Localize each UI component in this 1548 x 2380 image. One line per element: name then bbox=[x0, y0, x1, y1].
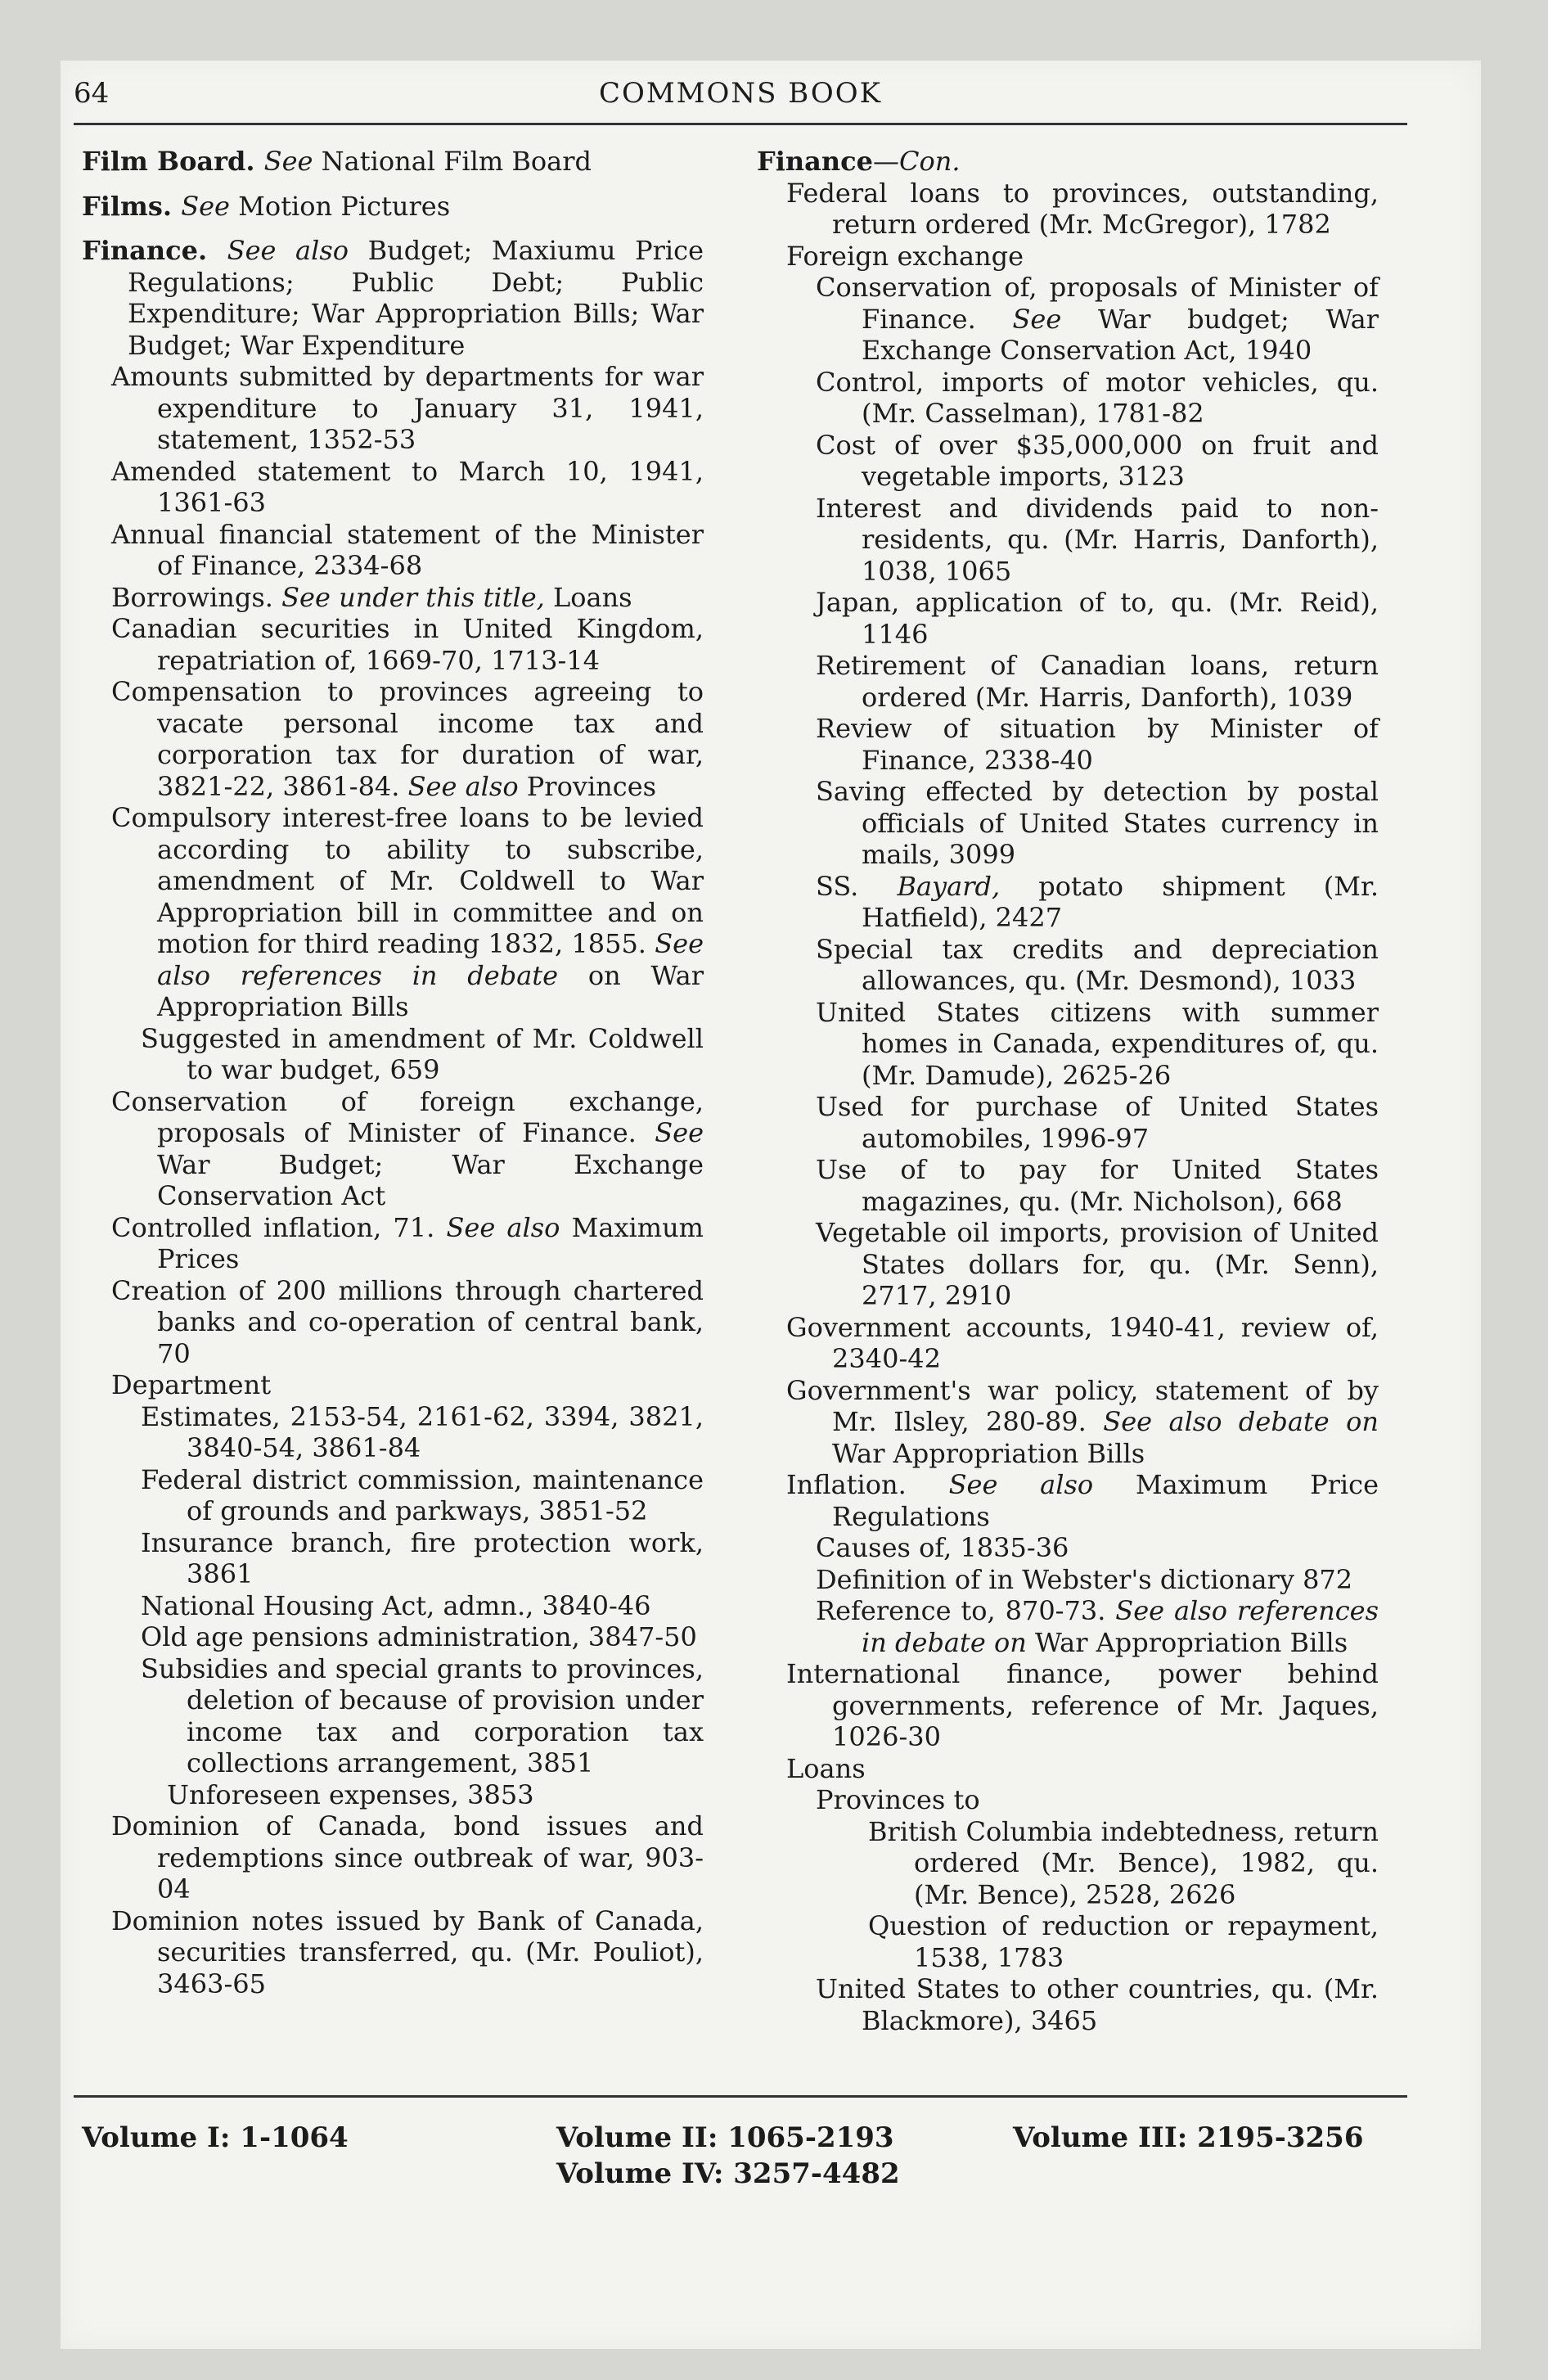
entry-text: Government's war policy, statement of by Mr. Ilsley, 280-89. bbox=[786, 1374, 1379, 1437]
index-subentry bbox=[757, 871, 1379, 934]
index-subentry bbox=[82, 802, 704, 1023]
index-subentry bbox=[82, 1369, 704, 1401]
entry-cross-reference: See also bbox=[948, 1469, 1094, 1500]
entry-cross-reference: See bbox=[655, 1117, 704, 1148]
index-subentry bbox=[82, 1779, 704, 1811]
entry-text: Federal loans to provinces, outstanding, return ordered (Mr. McGregor), 1782 bbox=[786, 177, 1379, 240]
index-subentry bbox=[757, 1312, 1379, 1375]
entry-headword: Film Board. bbox=[82, 146, 264, 177]
index-subentry bbox=[757, 1091, 1379, 1154]
entry-cross-reference: See also bbox=[446, 1211, 560, 1243]
entry-text: Dominion of Canada, bond issues and redemptions since outbreak of war, 903-04 bbox=[111, 1810, 704, 1904]
entry-text: National Film Board bbox=[313, 146, 592, 177]
footer-volume-1 bbox=[82, 2120, 349, 2156]
index-subentry bbox=[757, 493, 1379, 588]
entry-headword: Finance. bbox=[82, 235, 227, 266]
index-subentry bbox=[82, 519, 704, 582]
entry-text: Department bbox=[111, 1369, 272, 1400]
index-column-right bbox=[757, 146, 1379, 2036]
entry-text: Reference to, 870-73. bbox=[816, 1595, 1116, 1626]
entry-text: Budget; Maxiumu Price Regulations; Public Debt; Public Expenditure; War Appropriation Bills; War Budget; War Expenditure bbox=[128, 235, 704, 361]
index-subentry bbox=[82, 1810, 704, 1905]
index-subentry bbox=[82, 582, 704, 614]
index-subentry bbox=[82, 456, 704, 519]
entry-cross-reference: Con. bbox=[898, 146, 961, 177]
entry-text: British Columbia indebtedness, return ordered (Mr. Bence), 1982, qu. (Mr. Bence), 2528, 2626 bbox=[868, 1815, 1379, 1910]
entry-text: potato shipment (Mr. Hatfield), 2427 bbox=[862, 870, 1379, 933]
entry-cross-reference: See also debate on bbox=[1103, 1406, 1379, 1437]
index-subentry bbox=[757, 1753, 1379, 1785]
footer-volume-3 bbox=[1013, 2120, 1364, 2156]
index-subentry bbox=[82, 1275, 704, 1370]
entry-cross-reference: See under this title, bbox=[281, 581, 545, 613]
index-subentry bbox=[757, 1375, 1379, 1470]
entry-text: Provinces to bbox=[816, 1784, 980, 1815]
volume-2-range: Volume II: 1065-2193 bbox=[556, 2121, 894, 2154]
entry-text: Maximum Price Regulations bbox=[832, 1469, 1379, 1532]
volume-4-range: Volume IV: 3257-4482 bbox=[556, 2157, 900, 2190]
volume-3-range: Volume III: 2195-3256 bbox=[1013, 2121, 1364, 2154]
entry-text: Loans bbox=[786, 1752, 866, 1784]
entry-text: Inflation. bbox=[786, 1469, 949, 1500]
index-subentry bbox=[757, 272, 1379, 367]
entry-text: Review of situation by Minister of Finance, 2338-40 bbox=[816, 713, 1379, 776]
entry-text: War Appropriation Bills bbox=[1026, 1626, 1348, 1658]
entry-text: — bbox=[872, 146, 899, 177]
index-subentry bbox=[82, 1590, 704, 1622]
footer-rule bbox=[74, 2095, 1407, 2098]
entry-text: Causes of, 1835-36 bbox=[816, 1532, 1069, 1563]
entry-text: International finance, power behind governments, reference of Mr. Jaques, 1026-30 bbox=[786, 1658, 1379, 1752]
footer-volume-2-4 bbox=[556, 2120, 900, 2192]
entry-text: Cost of over $35,000,000 on fruit and vegetable imports, 3123 bbox=[816, 429, 1379, 492]
index-subentry bbox=[757, 241, 1379, 273]
entry-text: Japan, application of to, qu. (Mr. Reid), 1146 bbox=[816, 587, 1379, 650]
entry-headword: Finance bbox=[757, 146, 873, 177]
index-subentry bbox=[82, 1212, 704, 1275]
entry-text: Conservation of foreign exchange, proposals of Minister of Finance. bbox=[111, 1085, 704, 1148]
index-subentry bbox=[757, 1595, 1379, 1658]
entry-cross-reference: See also bbox=[227, 235, 349, 266]
index-column-left bbox=[82, 146, 704, 1999]
entry-text: Retirement of Canadian loans, return ordered (Mr. Harris, Danforth), 1039 bbox=[816, 650, 1379, 713]
entry-text: Use of to pay for United States magazines, qu. (Mr. Nicholson), 668 bbox=[816, 1154, 1379, 1217]
entry-text: Loans bbox=[544, 581, 632, 613]
entry-text: Federal district commission, maintenance of grounds and parkways, 3851-52 bbox=[141, 1463, 704, 1526]
index-heading-entry bbox=[82, 146, 704, 178]
entry-cross-reference: Bayard, bbox=[897, 870, 1001, 902]
page-header bbox=[74, 77, 1407, 142]
entry-text: on War Appropriation Bills bbox=[157, 959, 704, 1022]
index-subentry bbox=[757, 1154, 1379, 1217]
index-subentry bbox=[82, 1023, 704, 1086]
entry-text: Question of reduction or repayment, 1538, 1783 bbox=[868, 1910, 1379, 1973]
entry-text: Government accounts, 1940-41, review of, 2340-42 bbox=[786, 1311, 1379, 1374]
entry-text: Interest and dividends paid to non-residents, qu. (Mr. Harris, Danforth), 1038, 1065 bbox=[816, 492, 1379, 587]
index-heading-entry bbox=[757, 146, 1379, 178]
entry-text: Provinces bbox=[518, 770, 657, 802]
entry-text: United States to other countries, qu. (Mr. Blackmore), 3465 bbox=[816, 1973, 1379, 2036]
entry-text: Foreign exchange bbox=[786, 240, 1024, 272]
entry-cross-reference: See bbox=[181, 190, 230, 222]
index-subentry bbox=[82, 1905, 704, 2000]
index-subentry bbox=[82, 1527, 704, 1590]
entry-text: Control, imports of motor vehicles, qu. (Mr. Casselman), 1781-82 bbox=[816, 366, 1379, 429]
index-subentry bbox=[757, 1564, 1379, 1596]
index-heading-entry bbox=[82, 191, 704, 223]
entry-text: Annual financial statement of the Minister of Finance, 2334-68 bbox=[111, 518, 704, 581]
entry-headword: Films. bbox=[82, 190, 182, 222]
index-subentry bbox=[757, 1973, 1379, 2036]
index-subentry bbox=[82, 1621, 704, 1653]
entry-text: Conservation of, proposals of Minister of Finance. bbox=[816, 272, 1379, 335]
entry-text: Old age pensions administration, 3847-50 bbox=[141, 1621, 697, 1652]
entry-cross-reference: See also references in debate bbox=[157, 928, 704, 991]
entry-text: Maximum Prices bbox=[157, 1211, 704, 1274]
entry-text: Subsidies and special grants to provinces, deletion of because of provision under income tax and corporation tax collections arrangement, 3851 bbox=[141, 1652, 704, 1778]
entry-text: Amounts submitted by departments for war expenditure to January 31, 1941, statement, 1352-53 bbox=[111, 361, 704, 455]
index-subentry bbox=[757, 934, 1379, 997]
entry-text: Borrowings. bbox=[111, 581, 282, 613]
entry-text: Unforeseen expenses, 3853 bbox=[167, 1778, 534, 1810]
index-subentry bbox=[757, 1217, 1379, 1312]
entry-text: Motion Pictures bbox=[229, 190, 451, 222]
entry-text: Compensation to provinces agreeing to vacate personal income tax and corporation tax for duration of war, 3821-22, 3861-84. bbox=[111, 676, 704, 802]
index-subentry bbox=[757, 1658, 1379, 1753]
volume-1-range: Volume I: 1-1064 bbox=[82, 2121, 349, 2154]
entry-cross-reference: See bbox=[1012, 303, 1062, 335]
entry-text: War budget; War Exchange Conservation Act, 1940 bbox=[862, 303, 1379, 366]
entry-text: War Budget; War Exchange Conservation Act bbox=[157, 1148, 704, 1211]
entry-text: Canadian securities in United Kingdom, repatriation of, 1669-70, 1713-14 bbox=[111, 613, 704, 676]
index-subentry bbox=[757, 713, 1379, 776]
entry-text: United States citizens with summer homes in Canada, expenditures of, qu. (Mr. Damude), 2625-26 bbox=[816, 996, 1379, 1091]
index-subentry bbox=[757, 1910, 1379, 1973]
entry-text: National Housing Act, admn., 3840-46 bbox=[141, 1589, 651, 1621]
page-number: 64 bbox=[74, 77, 110, 110]
entry-text: Definition of in Webster's dictionary 872 bbox=[816, 1563, 1353, 1595]
index-subentry bbox=[82, 361, 704, 456]
entry-text: Compulsory interest-free loans to be levied according to ability to subscribe, amendment of Mr. Coldwell to War Appropriation bill in committee and on motion for third reading 1832, 1855. bbox=[111, 802, 704, 959]
index-subentry bbox=[757, 1532, 1379, 1564]
index-subentry bbox=[757, 587, 1379, 650]
entry-text: Vegetable oil imports, provision of United States dollars for, qu. (Mr. Senn), 2717, 2910 bbox=[816, 1217, 1379, 1311]
entry-cross-reference: See bbox=[263, 146, 313, 177]
entry-text: Dominion notes issued by Bank of Canada, securities transferred, qu. (Mr. Pouliot), 3463-65 bbox=[111, 1904, 704, 1999]
entry-text: Special tax credits and depreciation allowances, qu. (Mr. Desmond), 1033 bbox=[816, 933, 1379, 996]
index-subentry bbox=[757, 178, 1379, 241]
entry-text: SS. bbox=[816, 870, 898, 902]
index-heading-entry bbox=[82, 235, 704, 361]
index-subentry bbox=[757, 650, 1379, 713]
entry-cross-reference: See also bbox=[407, 770, 519, 802]
index-subentry bbox=[82, 1653, 704, 1779]
entry-text: Amended statement to March 10, 1941, 1361-63 bbox=[111, 455, 704, 518]
entry-cross-reference: See also references in debate on bbox=[862, 1595, 1379, 1658]
index-subentry bbox=[757, 1469, 1379, 1532]
index-subentry bbox=[82, 1086, 704, 1212]
entry-text: War Appropriation Bills bbox=[832, 1437, 1145, 1469]
header-rule bbox=[74, 123, 1407, 125]
entry-text: Used for purchase of United States automobiles, 1996-97 bbox=[816, 1091, 1379, 1154]
index-subentry bbox=[757, 997, 1379, 1092]
index-subentry bbox=[757, 1784, 1379, 1816]
index-subentry bbox=[757, 367, 1379, 430]
index-subentry bbox=[82, 1401, 704, 1464]
index-subentry bbox=[82, 613, 704, 676]
entry-text: Estimates, 2153-54, 2161-62, 3394, 3821, 3840-54, 3861-84 bbox=[141, 1400, 704, 1463]
index-subentry bbox=[82, 676, 704, 802]
entry-text: Insurance branch, fire protection work, 3861 bbox=[141, 1526, 704, 1589]
index-subentry bbox=[82, 1464, 704, 1527]
index-subentry bbox=[757, 430, 1379, 493]
running-title: COMMONS BOOK bbox=[598, 77, 882, 110]
entry-text: Creation of 200 millions through chartered banks and co-operation of central bank, 70 bbox=[111, 1274, 704, 1369]
index-subentry bbox=[757, 776, 1379, 871]
entry-text: Saving effected by detection by postal officials of United States currency in mails, 3099 bbox=[816, 776, 1379, 870]
entry-text: Suggested in amendment of Mr. Coldwell to war budget, 659 bbox=[141, 1022, 704, 1085]
entry-text: Controlled inflation, 71. bbox=[111, 1211, 447, 1243]
index-subentry bbox=[757, 1816, 1379, 1911]
